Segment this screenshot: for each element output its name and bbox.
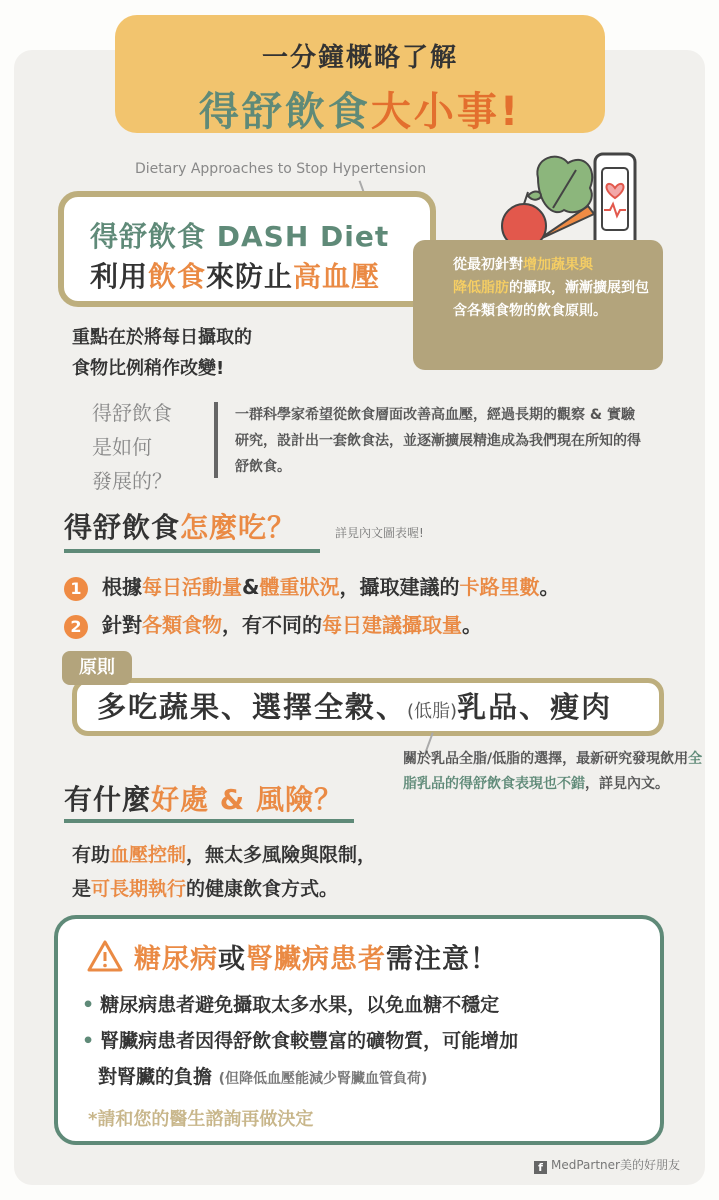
how-to-eat-heading: 得舒飲食怎麼吃？ (64, 511, 297, 544)
step-1: 1 根據每日活動量&體重狀況，攝取建議的卡路里數。 (64, 571, 559, 601)
divider-bar (214, 402, 218, 478)
warning-list (82, 987, 652, 1097)
step-2: 2 針對各類食物，有不同的每日建議攝取量。 (64, 609, 482, 639)
warning-footnote: *請和您的醫生諮詢再做決定 (88, 1109, 314, 1130)
list-item: • 腎臟病患者因得舒飲食較豐富的礦物質，可能增加 (82, 1030, 519, 1052)
benefits-heading: 有什麼好處 & 風險？ (64, 783, 343, 816)
dash-title-box (58, 191, 436, 307)
page-header (115, 15, 605, 133)
step-number: 2 (64, 615, 88, 639)
heading-underline (64, 549, 320, 553)
heading-underline (64, 819, 354, 823)
dairy-note: 關於乳品全脂/低脂的選擇，最新研究發現飲用全脂乳品的得舒飲食表現也不錯，詳見內文。 (403, 751, 703, 792)
header-line1: 一分鐘概略了解 (261, 43, 458, 73)
header-line2: 得舒飲食大小事! (198, 89, 522, 135)
dash-english-name: Dietary Approaches to Stop Hypertension (135, 161, 427, 177)
benefit-text: 有助血壓控制，無太多風險與限制， 是可長期執行的健康飲食方式。 (72, 844, 377, 900)
dash-subtitle: 利用飲食來防止高血壓 (90, 260, 381, 293)
principle-tag: 原則 (62, 651, 132, 685)
how-to-eat-note: 詳見內文圖表喔! (335, 526, 424, 540)
warning-box (54, 915, 664, 1145)
list-item: • 糖尿病患者避免攝取太多水果，以免血糖不穩定 (82, 994, 500, 1016)
facebook-icon: f (534, 1161, 547, 1174)
warning-icon (86, 939, 124, 973)
development-question: 得舒飲食 是如何 發展的？ (92, 401, 172, 493)
focus-text: 重點在於將每日攝取的 食物比例稍作改變! (72, 327, 252, 379)
development-answer: 一群科學家希望從飲食層面改善高血壓，經過長期的觀察 & 實驗研究，設計出一套飲食法，並逐漸擴展精進成為我們現在所知的得舒飲食。 (235, 407, 641, 475)
list-item-continuation: 對腎臟的負擔 (但降低血壓能減少腎臟血管負荷) (98, 1066, 428, 1088)
step-number: 1 (64, 577, 88, 601)
origin-note-box: 從最初針對增加蔬果與 降低脂肪的攝取，漸漸擴展到包含各類食物的飲食原則。 (413, 240, 663, 370)
dash-title: 得舒飲食 DASH Diet (90, 220, 390, 253)
principle-box: 多吃蔬果、選擇全穀、(低脂)乳品、瘦肉 (72, 678, 664, 736)
credit: f MedPartner美的好朋友 (534, 1156, 680, 1174)
warning-title: 糖尿病或腎臟病患者需注意！ (86, 937, 498, 976)
